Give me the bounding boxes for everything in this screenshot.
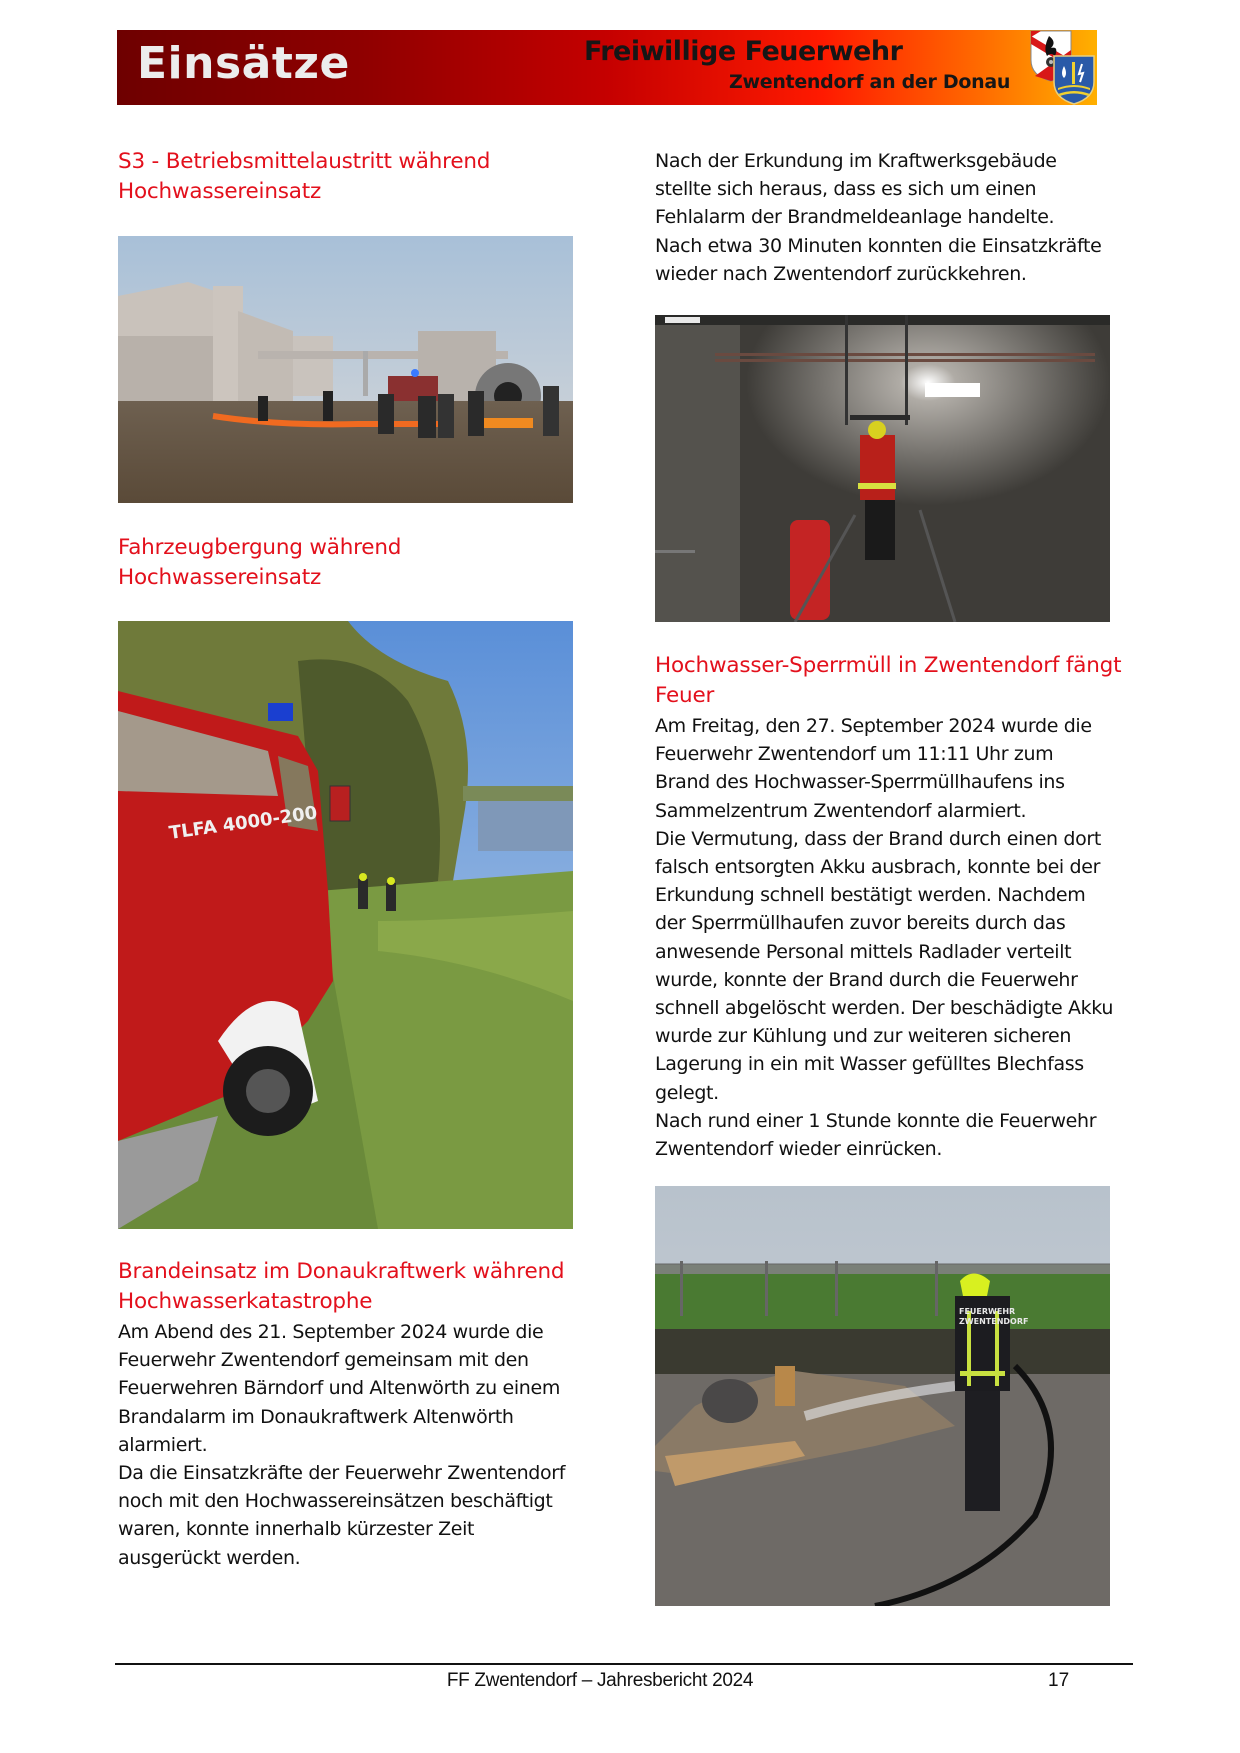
text-line: schnell abgelöscht werden. Der beschädigte Akku (655, 997, 1114, 1020)
text-line: Feuerwehr Zwentendorf um 11:11 Uhr zum (655, 743, 1054, 766)
article-body-sperrmuell (655, 712, 1113, 1163)
text-line: Am Abend des 21. September 2024 wurde die (118, 1321, 544, 1343)
text-line: Die Vermutung, dass der Brand durch einen dort (655, 827, 1101, 850)
flood-scene-image (118, 236, 573, 503)
photo-flood-oil-barrier (118, 236, 573, 503)
power-plant-shaft-image (655, 315, 1110, 622)
article-heading-brandeinsatz (118, 1257, 564, 1317)
text-line: Zwentendorf wieder einrücken. (655, 1138, 943, 1161)
text-line: wurde, konnte der Brand durch die Feuerwehr (655, 968, 1078, 991)
text-line: Feuerwehren Bärndorf und Altenwörth zu einem (118, 1377, 560, 1400)
heading-line: S3 - Betriebsmittelaustritt während (118, 149, 491, 174)
article-body-brandeinsatz-continued (655, 147, 1101, 288)
text-line: Erkundung schnell bestätigt werden. Nachdem (655, 884, 1086, 907)
text-line: Brandalarm im Donaukraftwerk Altenwörth (118, 1405, 514, 1428)
debris-fire-image (655, 1186, 1110, 1606)
text-line: Lagerung in ein mit Wasser gefülltes Blechfass (655, 1053, 1084, 1076)
heading-line: Hochwassereinsatz (118, 565, 322, 590)
text-line: stellte sich heraus, dass es sich um einen (655, 178, 1037, 201)
text-line: falsch entsorgten Akku ausbrach, konnte bei der (655, 856, 1101, 879)
heading-line: Feuer (655, 683, 715, 708)
text-line: wieder nach Zwentendorf zurückkehren. (655, 262, 1027, 285)
page-number: 17 (1048, 1670, 1070, 1691)
text-line: Feuerwehr Zwentendorf gemeinsam mit den (118, 1349, 529, 1372)
footer-title: FF Zwentendorf – Jahresbericht 2024 (446, 1670, 754, 1691)
org-name: Freiwillige Feuerwehr (584, 36, 903, 67)
text-line: Da die Einsatzkräfte der Feuerwehr Zwentendorf (118, 1462, 566, 1485)
text-line: Sammelzentrum Zwentendorf alarmiert. (655, 799, 1027, 822)
article-heading-sperrmuell (655, 651, 1121, 711)
photo-vehicle-recovery (118, 621, 573, 1229)
article-body-brandeinsatz (118, 1318, 565, 1572)
text-line: alarmiert. (118, 1433, 208, 1456)
heading-line: Fahrzeugbergung während (118, 535, 402, 560)
photo-power-plant-shaft (655, 315, 1110, 622)
svg-text:FEUERWEHR: FEUERWEHR (959, 1307, 1016, 1316)
footer-divider (115, 1663, 1133, 1665)
header-banner (117, 30, 1097, 105)
heading-line: Hochwasserkatastrophe (118, 1289, 373, 1314)
org-location: Zwentendorf an der Donau (729, 71, 1011, 93)
vehicle-recovery-image (118, 621, 573, 1229)
text-line: Nach der Erkundung im Kraftwerksgebäude (655, 150, 1057, 172)
photo-debris-fire (655, 1186, 1110, 1606)
text-line: waren, konnte innerhalb kürzester Zeit (118, 1518, 475, 1541)
section-title: Einsätze (137, 38, 350, 89)
text-line: Fehlalarm der Brandmeldeanlage handelte. (655, 206, 1055, 229)
svg-text:ZWENTENDORF: ZWENTENDORF (959, 1317, 1029, 1326)
text-line: wurde zur Kühlung und zur weiteren sicheren (655, 1025, 1072, 1048)
text-line: anwesende Personal mittels Radlader verteilt (655, 940, 1072, 963)
municipal-coat-of-arms-icon (1052, 54, 1096, 105)
heading-line: Hochwasser-Sperrmüll in Zwentendorf fängt (655, 653, 1122, 678)
svg-text:TLFA 4000-200: TLFA 4000-200 (167, 802, 319, 844)
text-line: Nach rund einer 1 Stunde konnte die Feuerwehr (655, 1109, 1097, 1132)
text-line: Brand des Hochwasser-Sperrmüllhaufens ins (655, 771, 1065, 794)
heading-line: Brandeinsatz im Donaukraftwerk während (118, 1259, 565, 1284)
text-line: gelegt. (655, 1081, 719, 1104)
article-heading-fahrzeugbergung (118, 533, 401, 593)
text-line: Nach etwa 30 Minuten konnten die Einsatzkräfte (655, 234, 1102, 257)
text-line: der Sperrmüllhaufen zuvor bereits durch das (655, 912, 1066, 935)
text-line: noch mit den Hochwassereinsätzen beschäftigt (118, 1490, 553, 1513)
heading-line: Hochwassereinsatz (118, 179, 322, 204)
text-line: ausgerückt werden. (118, 1546, 301, 1569)
text-line: Am Freitag, den 27. September 2024 wurde die (655, 715, 1092, 737)
article-heading-s3 (118, 147, 490, 207)
